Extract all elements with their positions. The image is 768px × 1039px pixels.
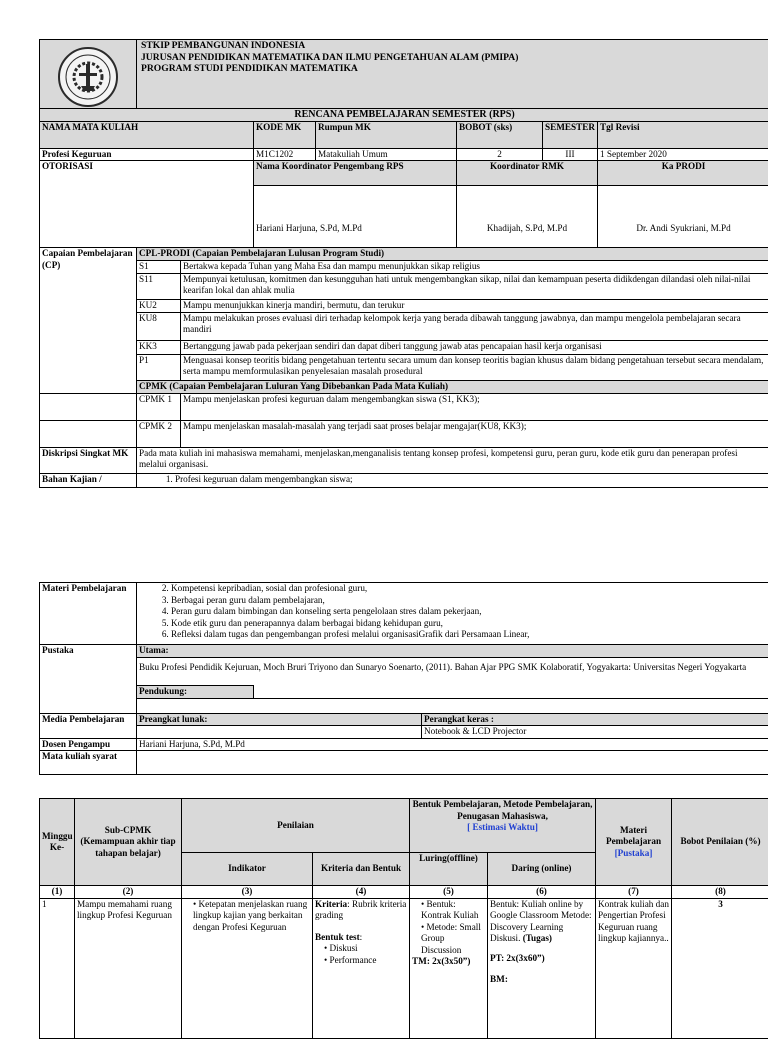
cpl-code: S1 [137,260,181,273]
header-sub-cpmk: Sub-CPMK (Kemampuan akhir tiap tahapan belajar) [75,799,182,886]
kriteria-text: : Rubrik kriteria grading [315,899,406,921]
column-number: (4) [313,886,410,899]
list-item: 5. Kode etik guru dan penerapannya dalam berbagai bidang kehidupan guru, [171,618,767,630]
daring-text: Bentuk: Kuliah online by Google Classroom Metode: Discovery Learning Diskusi. [490,899,592,944]
cpmk-table [39,393,768,488]
syarat-label: Mata kuliah syarat [40,751,137,775]
cpmk-heading: CPMK (Capaian Pembelajaran Luluran Yang Dibebankan Pada Mata Kuliah) [137,380,768,393]
list-item: 3. Berbagai peran guru dalam pembelajaran, [171,595,767,607]
cpl-code: KU2 [137,299,181,312]
luring-tm: TM: 2x(3x50”) [412,956,485,968]
value-nama-mk: Profesi Keguruan [40,148,254,161]
cpmk-spacer [40,393,137,420]
pustaka-spacer [137,698,768,713]
dosen-label: Dosen Pengampu [40,738,137,751]
deskripsi-label: Diskripsi Singkat MK [40,447,137,473]
table-row [40,898,768,1038]
list-item: • Performance [324,955,407,967]
header-rumpun-mk: Rumpun MK [316,121,457,148]
value-bobot: 2 [457,148,543,161]
value-semester: III [543,148,598,161]
cpl-heading: CPL-PRODI (Capaian Pembelajaran Lulusan Program Studi) [137,248,768,261]
header-nama-mk: NAMA MATA KULIAH [40,121,254,148]
department-name: JURUSAN PENDIDIKAN MATEMATIKA DAN ILMU PENGETAHUAN ALAM (PMIPA) [141,52,767,64]
bobot-value: 3 [672,898,768,1038]
column-number: (8) [672,886,768,899]
kriteria-cell: Kriteria: Rubrik kriteria grading Bentuk test: • Diskusi • Performance [313,898,410,1038]
header-daring: Daring (online) [488,853,596,886]
rps-header-table [39,39,768,248]
column-number: (3) [182,886,313,899]
list-item: • Diskusi [324,943,407,955]
header-tgl-revisi: Tgl Revisi [598,121,768,148]
daring-bm: BM: [490,974,593,986]
column-number: (2) [75,886,182,899]
institution-name: STKIP PEMBANGUNAN INDONESIA [141,40,767,52]
institution-seal-icon [57,46,119,108]
materi-header-title: Materi Pembelajaran [598,825,669,848]
cpl-code: P1 [137,354,181,380]
list-item: 2. Kompetensi kepribadian, sosial dan profesional guru, [171,583,767,595]
pustaka-label: Pustaka [40,645,137,714]
doc-title: RENCANA PEMBELAJARAN SEMESTER (RPS) [40,109,768,122]
deskripsi-text: Pada mata kuliah ini mahasiswa memahami, menjelaskan,menganalisis tentang konsep profesi, kompetensi guru, peran guru, kode etik guru dan penerapan profesi melalui organisasi. [137,447,768,473]
cp-table [39,247,768,394]
cpl-text: Mampu menunjukkan kinerja mandiri, bermutu, dan terukur [181,299,768,312]
cpmk-text: Mampu menjelaskan masalah-masalah yang terjadi saat proses belajar mengajar(KU8, KK3); [181,420,768,447]
header-bobot: BOBOT (sks) [457,121,543,148]
indikator-text: • Ketepatan menjelaskan ruang lingkup kajian yang berkaitan dengan Profesi Keguruan [193,899,310,934]
koordinator-pengembang-name: Hariani Harjuna, S.Pd, M.Pd [254,186,457,248]
pustaka-pendukung-value [254,685,768,698]
bentuk-test-label: Bentuk test [315,932,360,942]
weekly-plan-table [39,798,768,1039]
daring-pt: PT: 2x(3x60”) [490,953,593,965]
header-indikator: Indikator [182,853,313,886]
perangkat-lunak-value [137,726,422,739]
cpl-code: KU8 [137,312,181,340]
header-kriteria: Kriteria dan Bentuk [313,853,410,886]
institution-header [137,40,768,109]
cpl-code: KK3 [137,340,181,354]
header-koordinator-rmk: Koordinator RMK [457,161,598,186]
estimasi-waktu-label: [ Estimasi Waktu] [412,822,593,834]
column-number: (1) [40,886,75,899]
pustaka-header-label: [Pustaka] [598,848,669,860]
perangkat-keras-value: Notebook & LCD Projector [422,726,768,739]
koordinator-rmk-name: Khadijah, S.Pd, M.Pd [457,186,598,248]
header-kode-mk: KODE MK [254,121,316,148]
column-number: (7) [596,886,672,899]
pustaka-utama-label: Utama: [137,645,768,658]
program-name: PROGRAM STUDI PENDIDIKAN MATEMATIKA [141,63,767,75]
daring-tugas: (Tugas) [523,933,552,943]
ka-prodi-name: Dr. Andi Syukriani, M.Pd [598,186,768,248]
bentuk-pembelajaran-title: Bentuk Pembelajaran, Metode Pembelajaran, Penugasan Mahasiswa, [412,799,593,822]
cpl-text: Bertakwa kepada Tuhan yang Maha Esa dan mampu menunjukkan sikap religius [181,260,768,273]
header-luring: Luring(offline) [410,853,488,886]
cpl-text: Menguasai konsep teoritis bidang pengetahuan tertentu secara umum dan konsep teoritis bagian khusus dalam bidang pengetahuan tersebut secara mendalam, serta mampu memformulasikan penyelesaian masalah prosedural [181,354,768,380]
header-bentuk-pembelajaran [410,799,596,853]
cpmk-code: CPMK 1 [137,393,181,420]
value-rumpun-mk: Matakuliah Umum [316,148,457,161]
header-minggu: Minggu Ke- [40,799,75,886]
materi-label: Materi Pembelajaran [40,583,137,645]
cpmk-spacer [40,420,137,447]
header-materi [596,799,672,886]
list-item: • Metode: Small Group Discussion [421,922,485,957]
pustaka-pendukung-label: Pendukung: [137,685,254,698]
cpl-text: Bertanggung jawab pada pekerjaan sendiri dan dapat diberi tanggung jawab atas pencapaian hasil kerja organisasi [181,340,768,354]
header-ka-prodi: Ka PRODI [598,161,768,186]
media-label: Media Pembelajaran [40,713,137,738]
column-number: (5) [410,886,488,899]
header-bobot-penilaian: Bobot Penilaian (%) [672,799,768,886]
header-semester: SEMESTER [543,121,598,148]
value-kode-mk: M1C1202 [254,148,316,161]
cpl-text: Mempunyai ketulusan, komitmen dan kesungguhan hati untuk mengembangkan sikap, nilai dan kemampuan peserta didikdengan dilandasi oleh nilai-nilai kearifan lokal dan ahlak mulia [181,273,768,299]
daring-cell [488,898,596,1038]
materi-list [137,583,768,645]
perangkat-keras-label: Perangkat keras : [422,713,768,726]
syarat-value [137,751,768,775]
cpmk-text: Mampu menjelaskan profesi keguruan dalam mengembangkan siswa (S1, KK3); [181,393,768,420]
dosen-value: Hariani Harjuna, S.Pd, M.Pd [137,738,768,751]
sub-cpmk-text: Mampu memahami ruang lingkup Profesi Keguruan [75,898,182,1038]
list-item: 6. Refleksi dalam tugas dan pengembangan profesi melalui organisasiGrafik dari Persamaan Linear, [171,629,767,641]
list-item: • Bentuk: Kontrak Kuliah [421,899,485,922]
perangkat-lunak-label: Preangkat lunak: [137,713,422,726]
cpl-code: S11 [137,273,181,299]
header-penilaian: Penilaian [182,799,410,853]
bahan-kajian-label: Bahan Kajian / [40,473,137,487]
otorisasi-label: OTORISASI [40,161,254,248]
kriteria-label: Kriteria [315,899,347,909]
cp-label: Capaian Pembelajaran (CP) [40,248,137,394]
week-number: 1 [40,898,75,1038]
logo-cell [40,40,137,109]
pustaka-utama-text: Buku Profesi Pendidik Kejuruan, Moch Bruri Triyono dan Sunaryo Soenarto, (2011). Bahan Ajar PPG SMK Kolaboratif, Yogyakarta: Universitas Negeri Yogyakarta [137,657,768,685]
indikator-cell [182,898,313,1038]
materi-table [39,582,768,775]
header-koordinator-pengembang: Nama Koordinator Pengembang RPS [254,161,457,186]
list-item: 1. Profesi keguruan dalam mengembangkan siswa; [175,474,767,486]
value-tgl-revisi: 1 September 2020 [598,148,768,161]
cpmk-code: CPMK 2 [137,420,181,447]
list-item: 4. Peran guru dalam bimbingan dan konseling serta pengelolaan stres dalam pekerjaan, [171,606,767,618]
bahan-kajian-list [137,473,768,487]
luring-cell [410,898,488,1038]
materi-cell: Kontrak kuliah dan Pengertian Profesi Keguruan ruang lingkup kajiannya.. [596,898,672,1038]
cpl-text: Mampu melakukan proses evaluasi diri terhadap kelompok kerja yang berada dibawah tanggung jawabnya, dan mampu mengelola pembelajaran secara mandiri [181,312,768,340]
column-number: (6) [488,886,596,899]
